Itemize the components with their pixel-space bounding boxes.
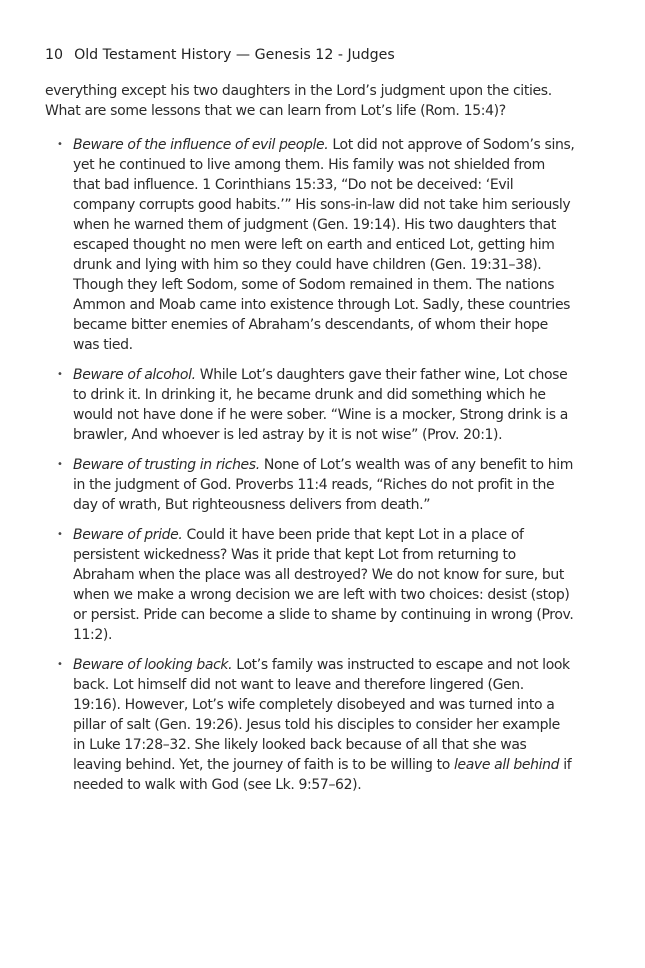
list-item	[45, 135, 575, 355]
lesson-text: Could it have been pride that kept Lot in a place of persistent wickedness? Was it pride that kept Lot from returning to Abraham when the place was all destroyed? We do not know for sure, but when we make a wrong decision we are left with two choices: desist (stop) or persist. Pride can become a slide to shame by continuing in wrong (Prov. 11:2).	[73, 527, 574, 643]
running-header	[45, 45, 575, 65]
lesson-text: Lot’s family was instructed to escape and not look back. Lot himself did not want to leave and therefore lingered (Gen. 19:16). However, Lot’s wife completely disobeyed and was turned into a pillar of salt (Gen. 19:26). Jesus told his disciples to consider her example in Luke 17:28–32. She likely looked back because of all that she was leaving behind. Yet, the journey of faith is to be willing to	[73, 657, 570, 773]
bullet-icon: •	[57, 659, 63, 670]
bullet-icon: •	[57, 369, 63, 380]
lesson-emphasis: leave all behind	[453, 757, 560, 773]
lesson-lead: Beware of alcohol.	[73, 367, 196, 383]
list-item	[45, 525, 575, 645]
lesson-text: Lot did not approve of Sodom’s sins, yet he continued to live among them. His family was not shielded from that bad influence. 1 Corinthians 15:33, “Do not be deceived: ‘Evil company corrupts good habits.’” His sons-in-law did not take him seriously when he warned them of judgment (Gen. 19:14). His two daughters that escaped thought no men were left on earth and enticed Lot, getting him drunk and lying with him so they could have children (Gen. 19:31–38). Though they left Sodom, some of Sodom remained in them. The nations Ammon and Moab came into existence through Lot. Sadly, these countries became bitter enemies of Abraham’s descendants, of whom their hope was tied.	[73, 137, 575, 353]
list-item	[45, 455, 575, 515]
bullet-icon: •	[57, 139, 63, 150]
page-number: 10	[45, 47, 64, 63]
lessons-list	[45, 135, 575, 795]
bullet-icon: •	[57, 529, 63, 540]
list-item	[45, 365, 575, 445]
lesson-lead: Beware of trusting in riches.	[73, 457, 260, 473]
list-item	[45, 655, 575, 795]
lesson-tail: if needed to walk with God (see Lk. 9:57–62).	[73, 757, 572, 793]
lesson-text: None of Lot’s wealth was of any benefit to him in the judgment of God. Proverbs 11:4 reads, “Riches do not profit in the day of wrath, But righteousness delivers from death.”	[73, 457, 573, 513]
running-title: Old Testament History — Genesis 12 - Judges	[74, 47, 395, 63]
intro-paragraph: everything except his two daughters in the Lord’s judgment upon the cities. What are some lessons that we can learn from Lot’s life (Rom. 15:4)?	[45, 83, 552, 119]
lesson-lead: Beware of looking back.	[73, 657, 233, 673]
bullet-icon: •	[57, 459, 63, 470]
lesson-text: While Lot’s daughters gave their father wine, Lot chose to drink it. In drinking it, he became drunk and did something which he would not have done if he were sober. “Wine is a mocker, Strong drink is a brawler, And whoever is led astray by it is not wise” (Prov. 20:1).	[73, 367, 568, 443]
lesson-lead: Beware of pride.	[73, 527, 183, 543]
page	[45, 45, 575, 805]
lesson-lead: Beware of the influence of evil people.	[73, 137, 329, 153]
